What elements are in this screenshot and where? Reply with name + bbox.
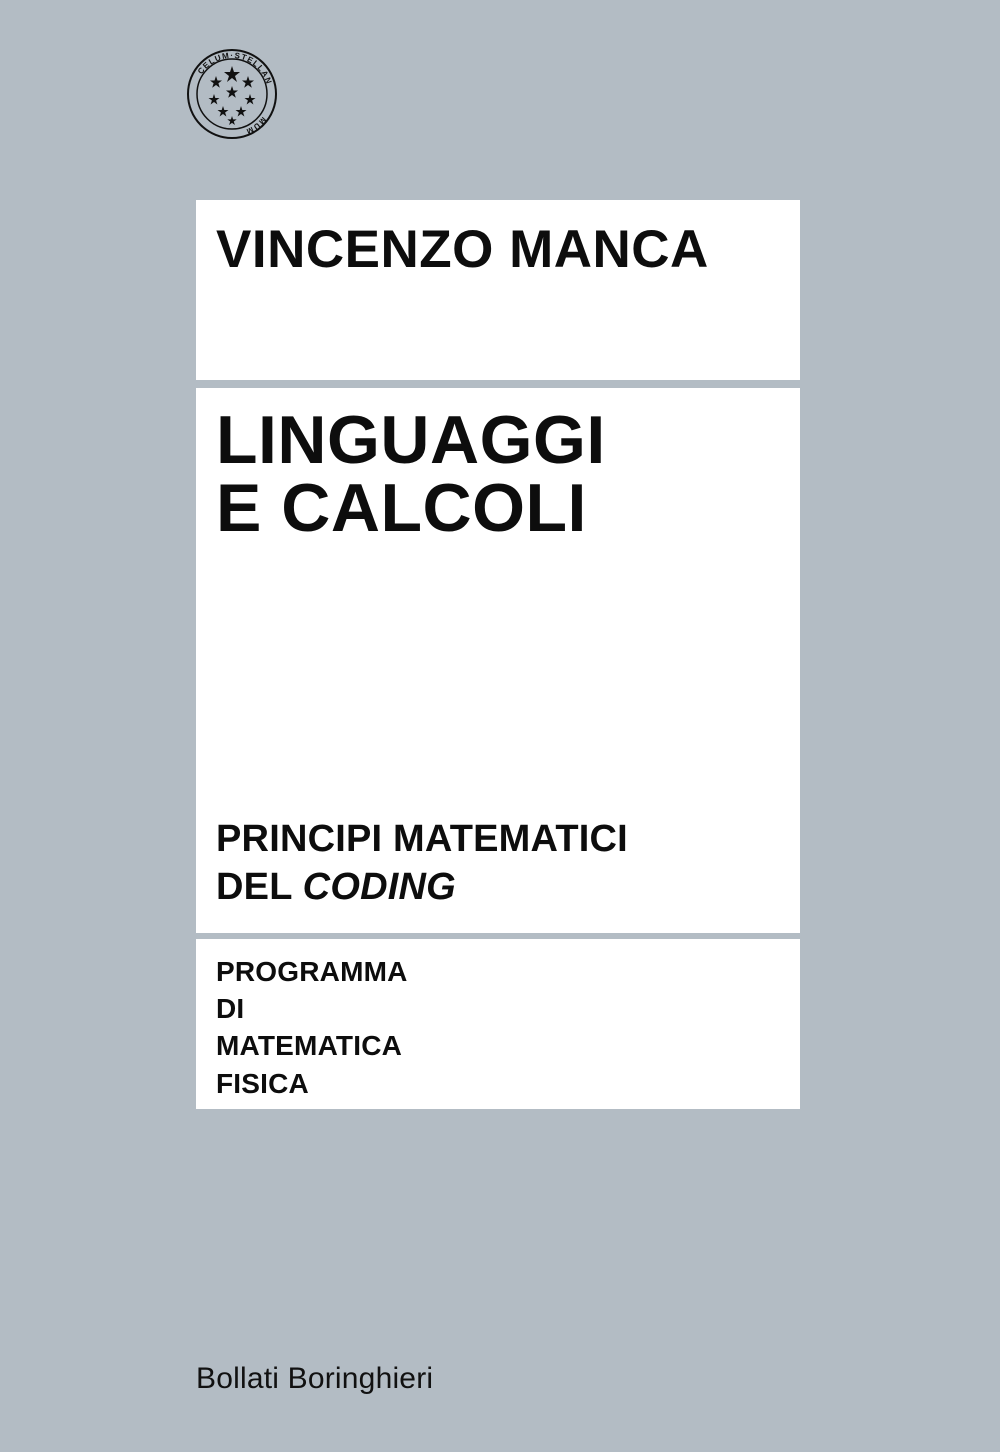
publisher-name: Bollati Boringhieri xyxy=(196,1362,434,1395)
svg-text:CELUM·STELLAN: CELUM·STELLAN xyxy=(195,50,274,86)
book-subtitle-line-2-prefix: DEL xyxy=(216,865,303,908)
book-subtitle-line-2 xyxy=(216,864,628,912)
book-subtitle-line-1: PRINCIPI MATEMATICI xyxy=(216,818,628,860)
book-title-line-2: E CALCOLI xyxy=(216,470,587,546)
series-line-4: FISICA xyxy=(216,1067,309,1099)
series-line-3: MATEMATICA xyxy=(216,1030,403,1062)
publisher-logo xyxy=(186,48,278,140)
book-title xyxy=(216,402,800,546)
book-subtitle xyxy=(216,816,628,911)
author-name: VINCENZO MANCA xyxy=(216,220,709,279)
book-subtitle-line-2-italic: CODING xyxy=(302,865,456,908)
title-panel xyxy=(196,388,800,933)
series-panel xyxy=(196,939,800,1109)
series-line-1: PROGRAMMA xyxy=(216,956,408,987)
series-line-2: DI xyxy=(216,993,245,1025)
svg-text:MUM: MUM xyxy=(243,115,269,137)
book-title-line-1: LINGUAGGI xyxy=(216,402,606,478)
author-panel xyxy=(196,200,800,380)
